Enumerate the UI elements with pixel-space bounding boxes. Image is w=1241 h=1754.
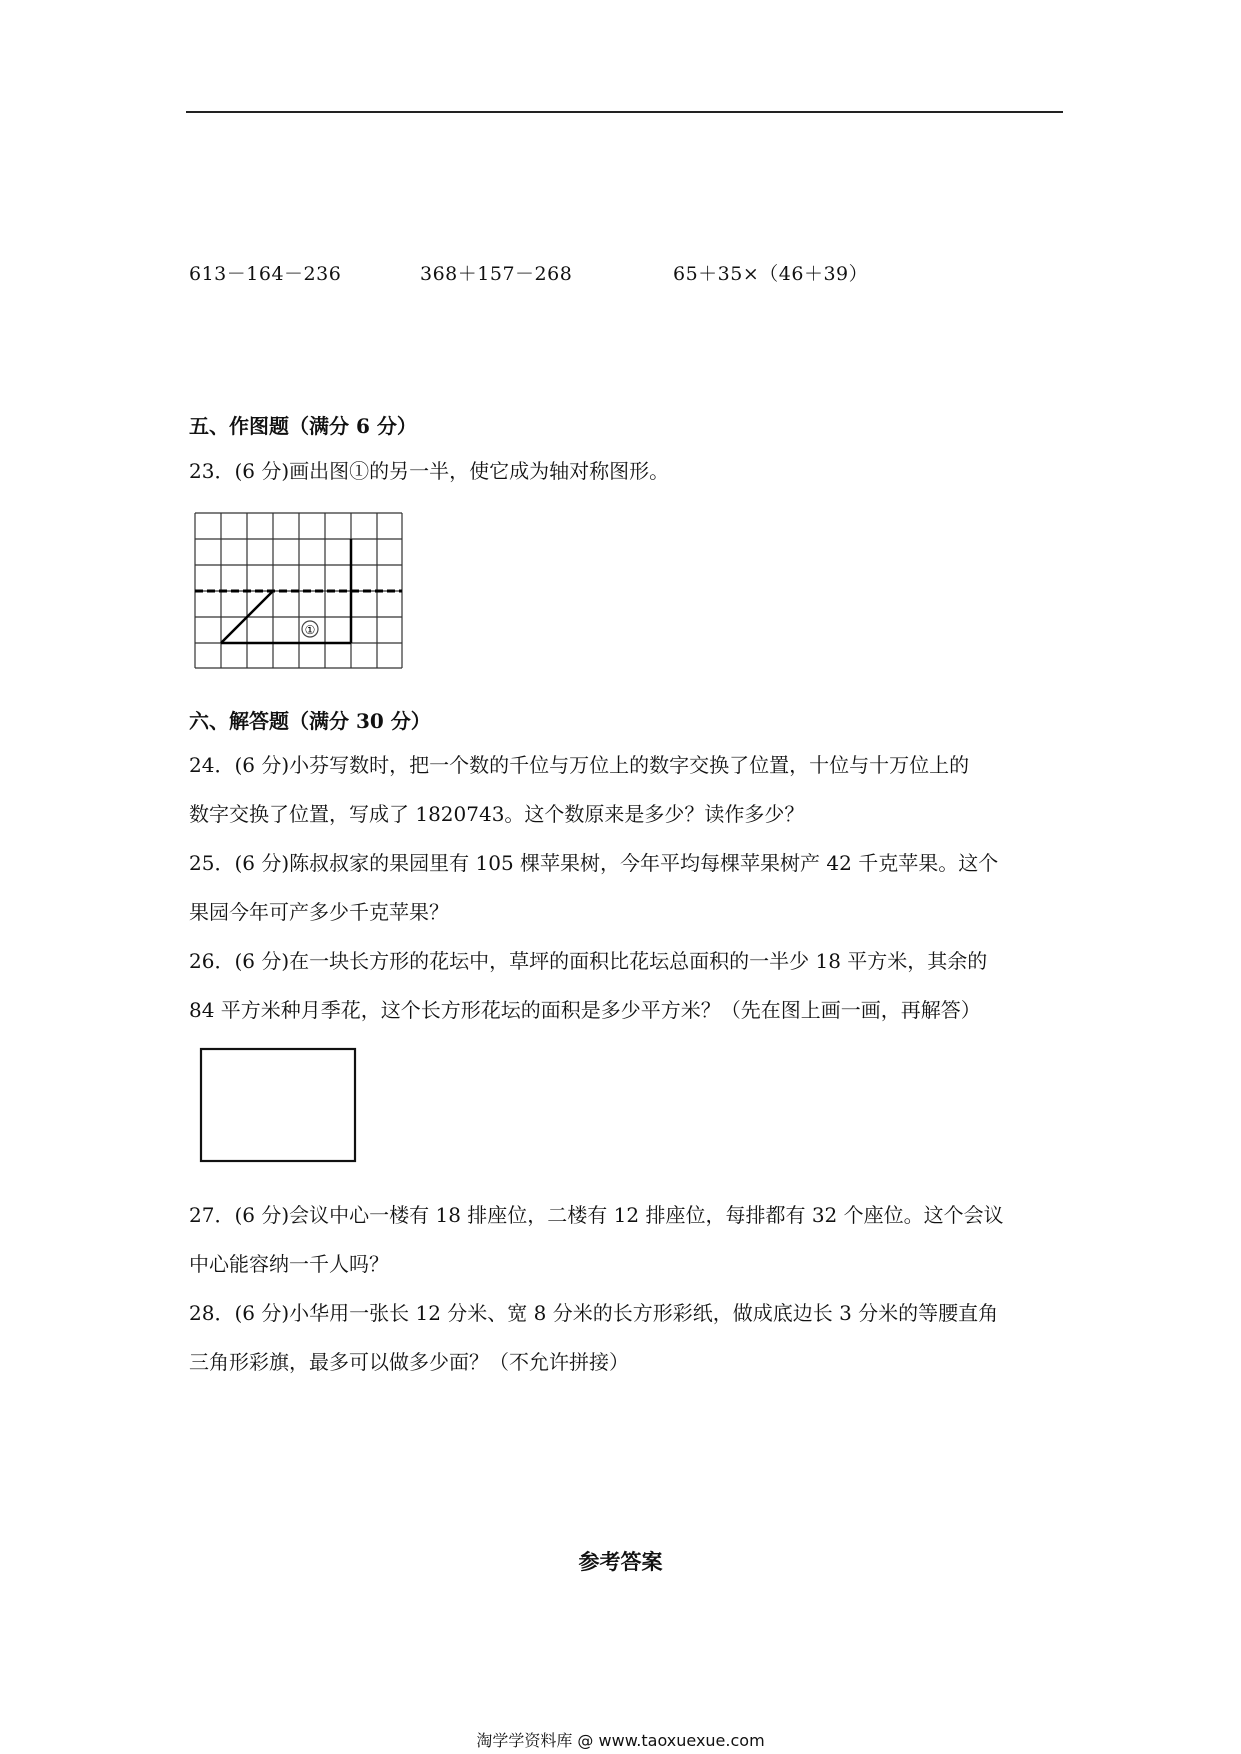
footer-watermark: 淘学学资料库 @ www.taoxuexue.com (476, 1731, 765, 1750)
expression-3: 65＋35×（46＋39） (673, 263, 869, 285)
question-27-line-1: 27．(6 分)会议中心一楼有 18 排座位，二楼有 12 排座位，每排都有 32 个座位。这个会议 (189, 1203, 1004, 1227)
symmetry-grid-figure (194, 512, 404, 670)
figure-label: ① (304, 623, 316, 637)
section-5-title: 五、作图题（满分 6 分） (189, 414, 417, 438)
section-6-title: 六、解答题（满分 30 分） (189, 709, 431, 733)
question-24-line-2: 数字交换了位置，写成了 1820743。这个数原来是多少？读作多少？ (189, 802, 805, 826)
expression-2: 368＋157－268 (420, 263, 573, 285)
flowerbed-rectangle (199, 1047, 359, 1163)
question-25-line-1: 25．(6 分)陈叔叔家的果园里有 105 棵苹果树，今年平均每棵苹果树产 42 千克苹果。这个 (189, 851, 999, 875)
question-28-line-2: 三角形彩旗，最多可以做多少面？（不允许拼接） (189, 1350, 629, 1374)
question-26-line-2: 84 平方米种月季花，这个长方形花坛的面积是多少平方米？（先在图上画一画，再解答） (189, 998, 981, 1022)
question-25-line-2: 果园今年可产多少千克苹果？ (189, 900, 449, 924)
question-27-line-2: 中心能容纳一千人吗？ (189, 1252, 389, 1276)
expression-1: 613－164－236 (189, 263, 342, 285)
question-24-line-1: 24．(6 分)小芬写数时，把一个数的千位与万位上的数字交换了位置，十位与十万位上的 (189, 753, 970, 777)
answer-key-title: 参考答案 (578, 1550, 663, 1574)
header-rule (186, 111, 1063, 113)
question-26-line-1: 26．(6 分)在一块长方形的花坛中，草坪的面积比花坛总面积的一半少 18 平方米，其余的 (189, 949, 988, 973)
question-28-line-1: 28．(6 分)小华用一张长 12 分米、宽 8 分米的长方形彩纸，做成底边长 3 分米的等腰直角 (189, 1301, 999, 1325)
question-23: 23．(6 分)画出图①的另一半，使它成为轴对称图形。 (189, 459, 670, 483)
